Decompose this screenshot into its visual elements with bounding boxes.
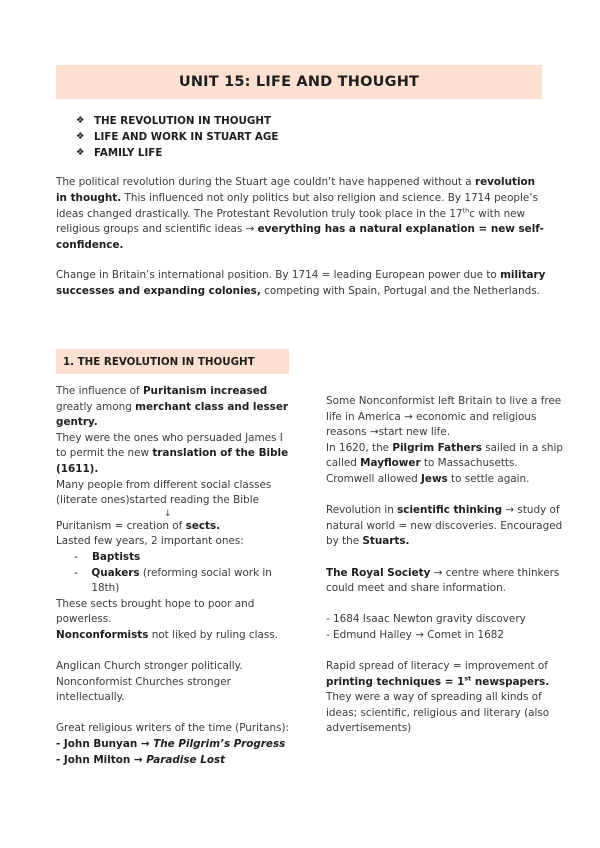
arrow-down-icon: ↓ (164, 508, 172, 519)
list-item: - Baptists (74, 550, 141, 563)
pilgrim-fathers-text: In 1620, the Pilgrim Fathers sailed in a ship called Mayflower to Massachusetts. Cromwell allowed Jews to settle again. (326, 441, 563, 485)
topic-item: ❖ FAMILY LIFE (76, 147, 163, 159)
section-heading-banner (56, 349, 289, 374)
writer-bunyan: - John Bunyan → The Pilgrim’s Progress (56, 738, 286, 751)
literacy-text: Rapid spread of literacy = improvement of printing techniques = 1st newspapers. (326, 660, 550, 688)
halley-text: - Edmund Halley → Comet in 1682 (326, 628, 504, 641)
sects-list (56, 550, 296, 597)
bible-readers-text: Many people from different social classes (literate ones)started reading the Bible (56, 478, 272, 507)
right-column (326, 394, 566, 737)
emigration-text: Some Nonconformist left Britain to live a free life in America → economic and religious reasons →start new life. (326, 395, 562, 439)
diamond-bullet-icon: ❖ (76, 115, 85, 126)
list-item: - Quakers (reforming social work in 18th) (74, 566, 272, 595)
bible-paragraph: They were the ones who persuaded James I to permit the new translation of the Bible (1611). (56, 431, 289, 475)
nonconformists-text: Nonconformists not liked by ruling class. (56, 628, 279, 641)
newton-text: - 1684 Isaac Newton gravity discovery (326, 613, 526, 626)
page-title: UNIT 15: LIFE AND THOUGHT (178, 74, 420, 90)
diamond-bullet-icon: ❖ (76, 147, 85, 158)
intro-paragraph-1: The political revolution during the Stuart age couldn’t have happened without a revolution in thought. This influenced not only politics but also religion and science. By 1714 people’s ideas changed drastically. The Protestant Revolution truly took place in the 17thc with new religious groups and scientific ideas → everything has a natural explanation = new self-confidence. (56, 176, 544, 252)
section-heading: 1. THE REVOLUTION IN THOUGHT (63, 355, 255, 368)
sects-hope-text: These sects brought hope to poor and powerless. (56, 597, 255, 626)
churches-text: Anglican Church stronger politically. Nonconformist Churches stronger intellectually. (56, 660, 243, 704)
topic-item: ❖ LIFE AND WORK IN STUART AGE (76, 131, 279, 143)
left-column (56, 384, 296, 768)
title-banner (56, 65, 542, 99)
writers-intro-text: Great religious writers of the time (Puritans): (56, 722, 290, 735)
topic-item: ❖ THE REVOLUTION IN THOUGHT (76, 115, 272, 127)
intro-paragraph-2: Change in Britain’s international position. By 1714 = leading European power due to military successes and expanding colonies, competing with Spain, Portugal and the Netherlands. (56, 269, 546, 297)
diamond-bullet-icon: ❖ (76, 131, 85, 142)
topic-list (76, 113, 278, 161)
sects-text: Puritanism = creation of sects. (56, 519, 221, 532)
writer-milton: - John Milton → Paradise Lost (56, 753, 226, 766)
newspapers-text: They were a way of spreading all kinds of ideas; scientific, religious and literary (also advertisements) (326, 691, 550, 735)
royal-society-text: The Royal Society → centre where thinkers could meet and share information. (326, 566, 560, 595)
scientific-revolution-text: Revolution in scientific thinking → study of natural world = new discoveries. Encouraged by the Stuarts. (326, 504, 563, 548)
puritanism-paragraph: The influence of Puritanism increased greatly among merchant class and lesser gentry. (56, 385, 289, 429)
sects-intro-text: Lasted few years, 2 important ones: (56, 535, 244, 548)
